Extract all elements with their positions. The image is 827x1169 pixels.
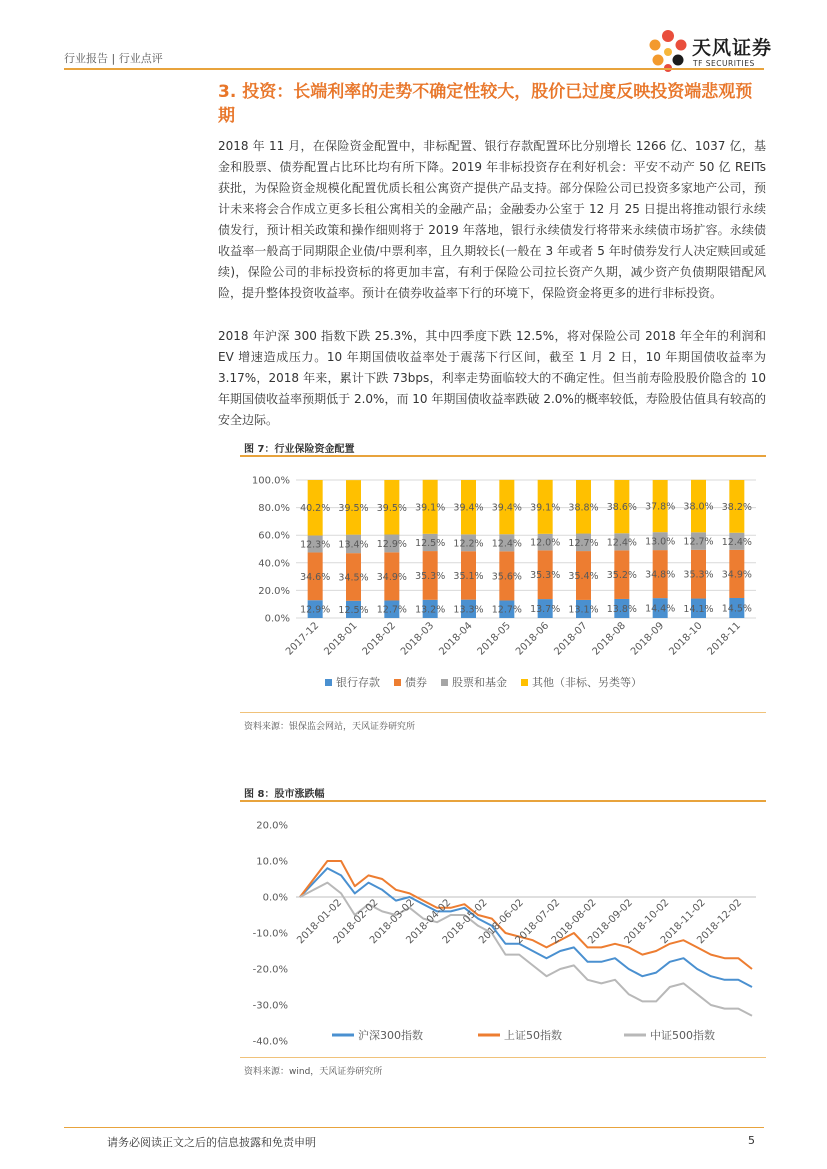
x-tick-label: 2018-05-02 xyxy=(440,897,490,947)
y-tick-label: 40.0% xyxy=(258,558,290,570)
bar-data-label: 37.8% xyxy=(645,501,676,513)
company-logo xyxy=(646,28,776,78)
bar-data-label: 12.7% xyxy=(568,537,599,549)
bar-data-label: 14.1% xyxy=(683,603,714,615)
footer-divider xyxy=(64,1127,764,1128)
paragraph-1: 2018 年 11 月，在保险资金配置中，非标配置、银行存款配置环比分别增长 1266 亿、1037 亿，基金和股票、债券配置占比环比均有所下降。2019 年非标投资存在利好机会：平安不动产 50 亿 REITs 获批，为保险资金规模化配置优质长租公寓资产提供产品支持。部分保险公司已投资多家地产公司，预计未来将会合作成立更多长租公寓相关的金融产品；金融委办公室于 12 月 25 日提出将推动银行永续债发行，预计相关政策和操作细则将于 2019 年落地，银行永续债发行将带来永续债市场扩容。永续债收益率一般高于同期限企业债/中票利率，且久期较长(一般在 3 年或者 5 年时债券发行人决定赎回或延续)，保险公司的非标投资标的将更加丰富，有利于保险公司拉长资产久期，减少资产负债期限错配风险，提升整体投资收益率。预计在债券收益率下行的环境下，保险资金将更多的进行非标投资。 xyxy=(218,139,766,300)
y-tick-label: -30.0% xyxy=(252,1000,288,1012)
x-tick-label: 2018-04 xyxy=(437,620,475,658)
bar-data-label: 40.2% xyxy=(300,503,331,515)
bar-data-label: 38.6% xyxy=(606,502,637,514)
legend-label: 上证50指数 xyxy=(504,1029,562,1042)
legend-label: 中证500指数 xyxy=(650,1029,715,1042)
bar-data-label: 39.4% xyxy=(453,502,484,514)
bar-data-label: 12.5% xyxy=(338,604,369,616)
figure-8-top-rule xyxy=(240,800,766,802)
y-tick-label: 20.0% xyxy=(256,820,288,832)
bar-data-label: 35.3% xyxy=(530,570,561,582)
bar-data-label: 12.9% xyxy=(300,604,331,616)
figure-7-source: 资料来源：银保监会网站，天风证券研究所 xyxy=(244,722,416,732)
figure-7-caption: 图 7：行业保险资金配置 xyxy=(244,444,355,455)
figure-8-chart xyxy=(240,805,766,1055)
bar-data-label: 34.9% xyxy=(721,569,752,581)
bar-data-label: 39.4% xyxy=(491,502,522,514)
x-tick-label: 2018-04-02 xyxy=(404,897,454,947)
bar-data-label: 13.3% xyxy=(453,604,484,616)
y-tick-label: 80.0% xyxy=(258,503,290,515)
logo-english: TF SECURITIES xyxy=(693,59,755,68)
bar-data-label: 12.3% xyxy=(300,539,331,551)
bar-data-label: 34.8% xyxy=(645,569,676,581)
bar-data-label: 12.4% xyxy=(721,536,752,548)
x-tick-label: 2017-12 xyxy=(283,620,322,658)
y-tick-label: -10.0% xyxy=(252,928,288,940)
legend-label: 其他（非标、另类等） xyxy=(532,676,642,689)
logo-name: 天风证券 xyxy=(692,37,773,59)
figure-7-chart xyxy=(240,460,766,710)
legend-swatch xyxy=(521,679,528,686)
legend-label: 沪深300指数 xyxy=(358,1029,423,1042)
legend-swatch xyxy=(394,679,401,686)
legend-swatch xyxy=(325,679,332,686)
bar-data-label: 34.5% xyxy=(338,572,369,584)
section-title: 3. 投资：长端利率的走势不确定性较大，股价已过度反映投资端悲观预期 xyxy=(218,82,753,126)
x-tick-label: 2018-01 xyxy=(322,620,360,658)
bar-data-label: 13.0% xyxy=(645,536,676,548)
y-tick-label: 20.0% xyxy=(258,585,290,597)
x-tick-label: 2018-08-02 xyxy=(549,897,599,947)
x-tick-label: 2018-09-02 xyxy=(586,897,636,947)
x-tick-label: 2018-01-02 xyxy=(295,897,345,947)
bar-data-label: 13.4% xyxy=(338,539,369,551)
x-tick-label: 2018-11-02 xyxy=(658,897,708,947)
bar-data-label: 13.2% xyxy=(415,604,446,616)
header-divider xyxy=(64,68,764,70)
x-tick-label: 2018-12-02 xyxy=(695,897,745,947)
bar-data-label: 39.1% xyxy=(415,502,446,514)
bar-data-label: 12.5% xyxy=(415,537,446,549)
legend-label: 债券 xyxy=(405,676,427,689)
figure-8-source: 资料来源：wind，天风证券研究所 xyxy=(244,1067,383,1077)
y-tick-label: 0.0% xyxy=(262,892,288,904)
bar-data-label: 34.9% xyxy=(376,571,407,583)
x-tick-label: 2018-07 xyxy=(552,620,590,658)
bar-data-label: 13.7% xyxy=(530,604,561,616)
report-category: 行业报告 | 行业点评 xyxy=(64,52,163,65)
x-tick-label: 2018-05 xyxy=(475,620,513,658)
bar-data-label: 35.1% xyxy=(453,570,484,582)
legend-label: 银行存款 xyxy=(336,676,380,689)
bar-data-label: 38.8% xyxy=(568,502,599,514)
x-tick-label: 2018-09 xyxy=(628,620,667,658)
x-tick-label: 2018-06-02 xyxy=(477,897,526,947)
bar-data-label: 35.3% xyxy=(415,570,446,582)
bar-data-label: 35.6% xyxy=(491,571,522,583)
bar-data-label: 12.9% xyxy=(376,538,407,550)
paragraph-2: 2018 年沪深 300 指数下跌 25.3%，其中四季度下跌 12.5%，将对保险公司 2018 年全年的利润和 EV 增速造成压力。10 年期国债收益率处于震荡下行区间，截至 1 月 2 日，10 年期国债收益率为 3.17%，2018 年来，累计下跌 73bps，利率走势面临较大的不确定性。但当前寿险股股价隐含的 10 年期国债收益率预期低于 2.0%，而 10 年期国债收益率跌破 2.0%的概率较低，寿险股估值具有较高的安全边际。 xyxy=(218,329,766,427)
figure-8-bottom-rule xyxy=(240,1057,766,1058)
footer-disclaimer: 请务必阅读正文之后的信息披露和免责申明 xyxy=(107,1136,316,1149)
bar-data-label: 14.4% xyxy=(645,603,676,615)
page-number: 5 xyxy=(748,1134,755,1147)
bar-data-label: 12.4% xyxy=(491,538,522,550)
x-tick-label: 2018-10-02 xyxy=(622,897,672,947)
x-tick-label: 2018-07-02 xyxy=(513,897,563,947)
x-tick-label: 2018-11 xyxy=(705,620,743,658)
bar-data-label: 12.7% xyxy=(491,604,522,616)
y-tick-label: -20.0% xyxy=(252,964,288,976)
bar-data-label: 12.2% xyxy=(453,538,484,550)
y-tick-label: 60.0% xyxy=(258,530,290,542)
bar-data-label: 38.0% xyxy=(683,501,714,513)
x-tick-label: 2018-10 xyxy=(667,620,705,658)
bar-data-label: 39.5% xyxy=(376,502,407,514)
bar-data-label: 35.4% xyxy=(568,570,599,582)
legend-swatch xyxy=(441,679,448,686)
x-tick-label: 2018-03-02 xyxy=(367,897,417,947)
figure-7-bottom-rule xyxy=(240,712,766,713)
x-tick-label: 2018-02-02 xyxy=(331,897,381,947)
y-tick-label: 100.0% xyxy=(251,475,290,487)
bar-data-label: 35.3% xyxy=(683,569,714,581)
x-tick-label: 2018-08 xyxy=(590,620,628,658)
legend-label: 股票和基金 xyxy=(452,676,507,689)
y-tick-label: 0.0% xyxy=(264,613,290,625)
bar-data-label: 13.8% xyxy=(606,603,637,615)
bar-data-label: 13.1% xyxy=(568,604,599,616)
bar-data-label: 35.2% xyxy=(606,570,637,582)
y-tick-label: 10.0% xyxy=(256,856,288,868)
x-tick-label: 2018-06 xyxy=(513,620,552,658)
bar-data-label: 12.4% xyxy=(606,537,637,549)
bar-data-label: 39.5% xyxy=(338,502,369,514)
bar-data-label: 14.5% xyxy=(721,603,752,615)
bar-data-label: 34.6% xyxy=(300,571,331,583)
bar-data-label: 38.2% xyxy=(721,501,752,513)
x-tick-label: 2018-02 xyxy=(360,620,398,658)
bar-data-label: 12.7% xyxy=(376,604,407,616)
bar-data-label: 12.0% xyxy=(530,537,561,549)
figure-8-caption: 图 8：股市涨跌幅 xyxy=(244,789,325,800)
figure-7-top-rule xyxy=(240,455,766,457)
y-tick-label: -40.0% xyxy=(252,1036,288,1048)
x-tick-label: 2018-03 xyxy=(398,620,437,658)
bar-data-label: 12.7% xyxy=(683,536,714,548)
bar-data-label: 39.1% xyxy=(530,502,561,514)
